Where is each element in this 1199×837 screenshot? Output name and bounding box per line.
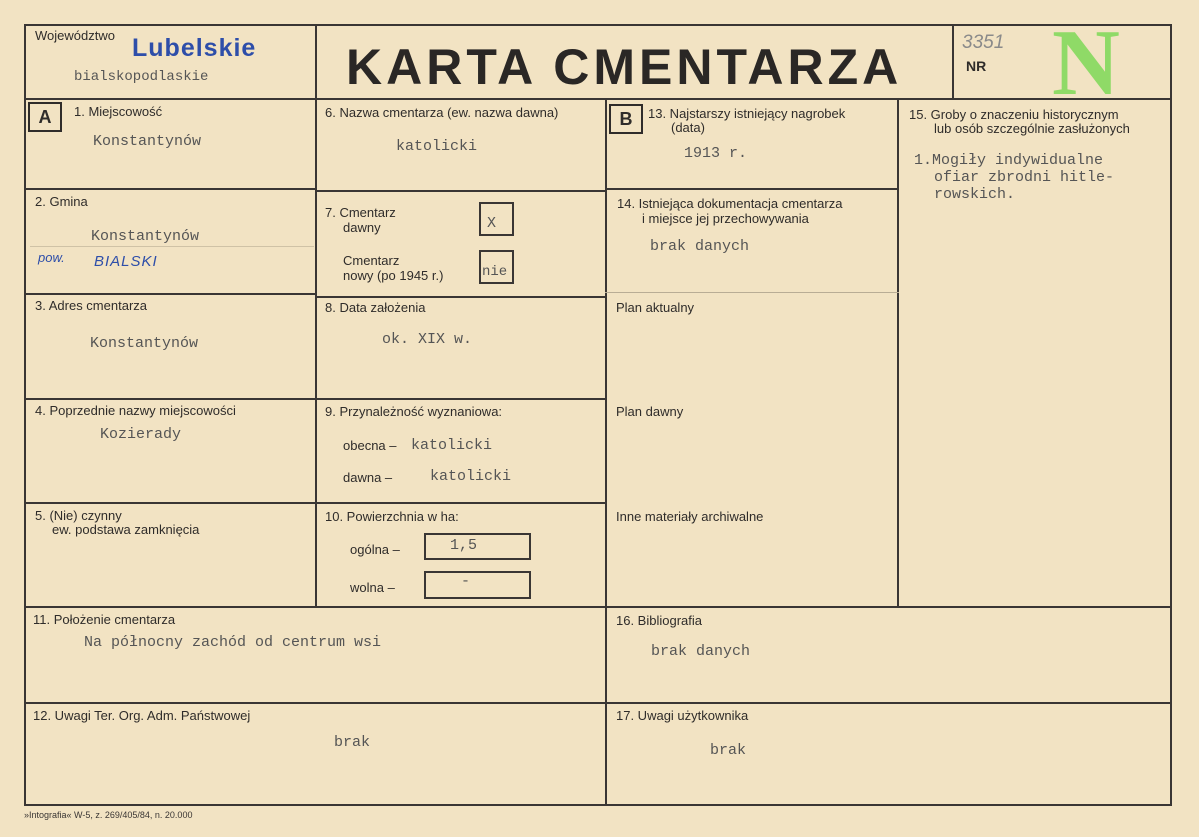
rowB-2 [605,292,899,293]
nr-label: NR [966,58,987,74]
f13-value: 1913 r. [684,145,748,162]
f7-nowy-mark: nie [482,264,508,280]
f10-wolna-label: wolna – [350,580,395,595]
f7-dawny: dawny [343,220,381,235]
f7-nowy-line2: nowy (po 1945 r.) [343,268,444,283]
f13-label-line2: (data) [671,120,705,135]
rowM-2 [315,296,607,298]
inne-materialy-label: Inne materiały archiwalne [616,509,764,524]
f11-value: Na północny zachód od centrum wsi [84,634,382,651]
plan-aktualny-label: Plan aktualny [616,300,695,315]
f15-value-line2: ofiar zbrodni hitle- [934,169,1115,186]
wojewodztwo-stamp: Lubelskie [132,34,257,62]
f7-nowy-line1: Cmentarz [343,253,400,268]
f17-value: brak [710,742,747,759]
f10-ogolna-value: 1,5 [450,537,478,554]
f1-value: Konstantynów [93,133,202,150]
f10-wolna-field[interactable] [424,571,531,599]
marker-letter: N [1052,11,1120,115]
f5-label-line2: ew. podstawa zamknięcia [52,522,200,537]
frame-top [24,24,1172,26]
header-divider [24,98,1172,100]
f11-label: 11. Położenie cmentarza [33,612,176,627]
f12-label: 12. Uwagi Ter. Org. Adm. Państwowej [33,708,251,723]
f8-value: ok. XIX w. [382,331,473,348]
f9-obecna-value: katolicki [411,437,493,454]
f12-value: brak [334,734,371,751]
rowA-3 [24,398,316,400]
f4-label: 4. Poprzednie nazwy miejscowości [35,403,236,418]
f9-label: 9. Przynależność wyznaniowa: [325,404,503,419]
f10-label: 10. Powierzchnia w ha: [325,509,459,524]
header-vline-2 [952,24,954,100]
f10-ogolna-field[interactable] [424,533,531,560]
f7-label: 7. Cmentarz [325,205,396,220]
col-line-1 [315,98,317,606]
rowA-4 [24,502,316,504]
rowM-1 [315,190,607,192]
rowM-3 [315,398,607,400]
f8-label: 8. Data założenia [325,300,426,315]
row-bottom-2 [24,702,1172,704]
f2-handwritten-prefix: pow. [38,250,65,265]
f2-value: Konstantynów [91,228,200,245]
wojewodztwo-label: Województwo [35,28,115,43]
col-line-3 [897,98,899,606]
f5-label-line1: 5. (Nie) czynny [35,508,122,523]
f7-dawny-mark: X [487,215,497,232]
rowM-4 [315,502,607,504]
f17-label: 17. Uwagi użytkownika [616,708,749,723]
rowA-2-faint [30,246,314,247]
printer-note: »Intografia« W-5, z. 269/405/84, n. 20.000 [24,810,193,820]
f9-dawna-value: katolicki [430,468,512,485]
f13-label-line1: 13. Najstarszy istniejący nagrobek [648,106,846,121]
f2-label: 2. Gmina [35,194,88,209]
col-line-2 [605,98,607,806]
frame-bottom [24,804,1172,806]
f14-label-line1: 14. Istniejąca dokumentacja cmentarza [617,196,843,211]
card-title: KARTA CMENTARZA [346,39,903,95]
f1-label: 1. Miejscowość [74,104,163,119]
f16-value: brak danych [651,643,751,660]
frame-left [24,24,26,806]
f10-ogolna-label: ogólna – [350,542,400,557]
f3-label: 3. Adres cmentarza [35,298,147,313]
f15-label-line2: lub osób szczególnie zasłużonych [934,121,1130,136]
f10-wolna-value: - [461,573,471,590]
section-a-box: A [28,102,62,132]
f16-label: 16. Bibliografia [616,613,702,628]
f3-value: Konstantynów [90,335,199,352]
rowA-2 [24,293,316,295]
f15-value-line1: 1.Mogiły indywidualne [914,152,1104,169]
f2-stamp: BIALSKI [94,253,158,270]
f14-label-line2: i miejsce jej przechowywania [642,211,809,226]
f15-value-line3: rowskich. [934,186,1016,203]
frame-right [1170,24,1172,806]
f9-obecna-label: obecna – [343,438,397,453]
f7-dawny-checkbox[interactable] [479,202,514,236]
wojewodztwo-typed: bialskopodlaskie [74,69,209,85]
f6-label: 6. Nazwa cmentarza (ew. nazwa dawna) [325,105,559,120]
f15-label-line1: 15. Groby o znaczeniu historycznym [909,107,1119,122]
plan-dawny-label: Plan dawny [616,404,684,419]
f6-value: katolicki [396,138,478,155]
rowA-1 [24,188,316,190]
header-vline-1 [315,24,317,100]
f4-value: Kozierady [100,426,182,443]
f9-dawna-label: dawna – [343,470,393,485]
nr-handwritten: 3351 [962,32,1005,53]
rowB-1 [605,188,899,190]
section-b-box: B [609,104,643,134]
f14-value: brak danych [650,238,750,255]
row-bottom-1 [24,606,1172,608]
